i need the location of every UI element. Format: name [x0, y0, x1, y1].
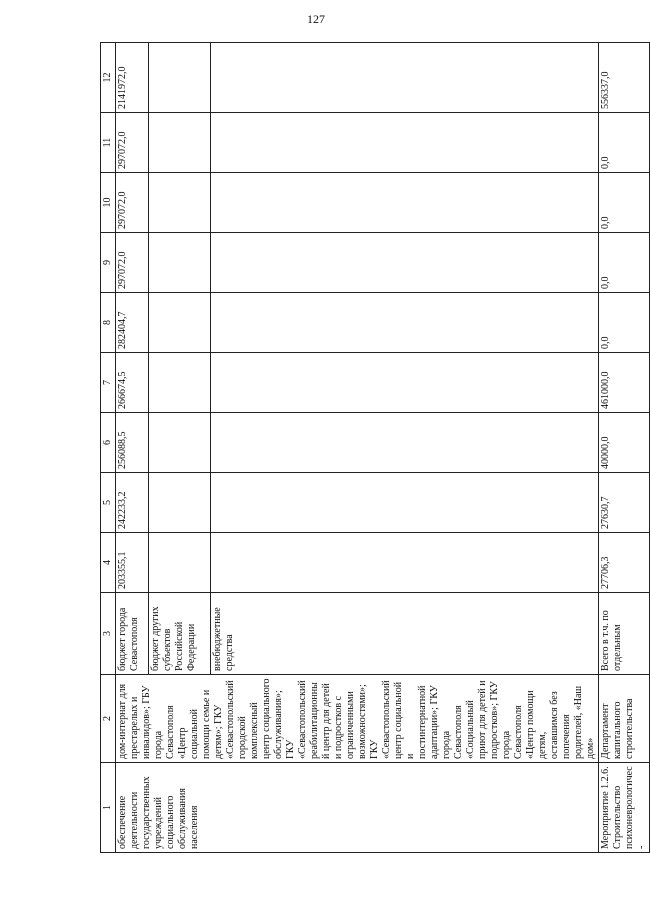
- column-number: 11: [101, 113, 116, 173]
- column-number: 5: [101, 473, 116, 533]
- value-cell: 266674,5: [116, 353, 149, 413]
- value-cell: 242233,2: [116, 473, 149, 533]
- value-cell: [148, 533, 210, 593]
- value-cell: 297072,0: [116, 173, 149, 233]
- value-cell: [148, 43, 210, 113]
- funding-source-cell: внебюджетные средства: [210, 593, 598, 675]
- value-cell: [210, 353, 598, 413]
- value-cell: 0,0: [599, 173, 650, 233]
- value-cell: [148, 353, 210, 413]
- value-cell: 297072,0: [116, 113, 149, 173]
- column-number: 2: [101, 675, 116, 763]
- activity-description-cell: Мероприятие 1.2.6. Строительство психоневрологичес-: [599, 763, 650, 853]
- value-cell: [210, 43, 598, 113]
- value-cell: 0,0: [599, 233, 650, 293]
- value-cell: 27630,7: [599, 473, 650, 533]
- value-cell: 297072,0: [116, 233, 149, 293]
- budget-table: [100, 42, 650, 853]
- value-cell: [148, 413, 210, 473]
- page-number: 127: [307, 12, 325, 26]
- funding-source-cell: бюджет города Севастополя: [116, 593, 149, 675]
- value-cell: [210, 533, 598, 593]
- executor-cell: Департамент капитального строительства: [599, 675, 650, 763]
- funding-source-cell: бюджет других субъектов Российской Федерации: [148, 593, 210, 675]
- column-number: 3: [101, 593, 116, 675]
- column-number: 4: [101, 533, 116, 593]
- table-row: [599, 43, 650, 853]
- value-cell: [148, 173, 210, 233]
- value-cell: [148, 473, 210, 533]
- value-cell: 282404,7: [116, 293, 149, 353]
- rotated-table-container: [100, 43, 647, 853]
- column-number: 10: [101, 173, 116, 233]
- value-cell: 203355,1: [116, 533, 149, 593]
- value-cell: [148, 233, 210, 293]
- column-numbers-row: [101, 43, 116, 853]
- value-cell: 0,0: [599, 113, 650, 173]
- executor-cell: дом-интернат для престарелых и инвалидов»; ГБУ города Севастополя «Центр социальной помощи семье и детям»; ГКУ «Севастопольский городской комплексный центр социального обслуживания»; ГКУ «Севастопольский реабилитационный центр для детей и подростков с ограниченными возможностями»; ГКУ «Севастопольский центр социальной и постинтернатной адаптации»; ГКУ города Севастополя «Социальный приют для детей и подростков»; ГКУ города Севастополя «Центр помощи детям, оставшимся без попечения родителей, «Наш дом»: [116, 675, 599, 763]
- value-cell: 0,0: [599, 293, 650, 353]
- value-cell: [210, 173, 598, 233]
- activity-description-cell: обеспечение деятельности государственных учреждений социального обслуживания населения: [116, 763, 599, 853]
- column-number: 12: [101, 43, 116, 113]
- column-number: 1: [101, 763, 116, 853]
- column-number: 8: [101, 293, 116, 353]
- table-row: [116, 43, 149, 853]
- column-number: 6: [101, 413, 116, 473]
- value-cell: [210, 473, 598, 533]
- value-cell: 2141972,0: [116, 43, 149, 113]
- value-cell: [148, 293, 210, 353]
- value-cell: 256088,5: [116, 413, 149, 473]
- value-cell: [148, 113, 210, 173]
- value-cell: 27706,3: [599, 533, 650, 593]
- value-cell: 461000,0: [599, 353, 650, 413]
- value-cell: 556337,0: [599, 43, 650, 113]
- value-cell: 40000,0: [599, 413, 650, 473]
- column-number: 9: [101, 233, 116, 293]
- column-number: 7: [101, 353, 116, 413]
- value-cell: [210, 113, 598, 173]
- value-cell: [210, 233, 598, 293]
- value-cell: [210, 413, 598, 473]
- value-cell: [210, 293, 598, 353]
- funding-source-cell: Всего в т.ч. по отдельным: [599, 593, 650, 675]
